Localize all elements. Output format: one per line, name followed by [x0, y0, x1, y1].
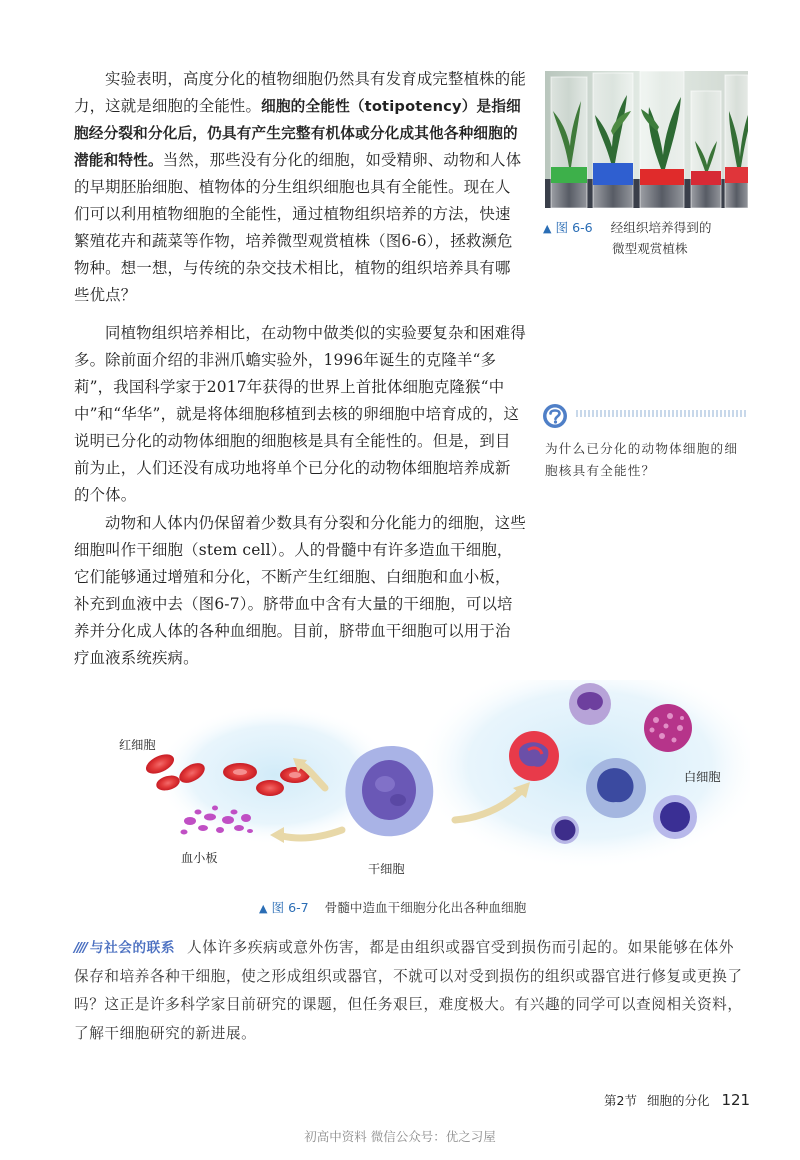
section-number: 第2节 [604, 1093, 637, 1108]
figure-6-6-caption [543, 218, 711, 259]
paragraph-totipotency [74, 66, 526, 309]
caption-line: 经组织培养得到的 [610, 220, 712, 235]
label-red-cell: 红细胞 [119, 738, 156, 752]
text-segment: 动物和人体内仍保留着少数具有分裂和分化能力的细胞，这些细胞叫作干细胞（stem cell）。人的骨髓中有许多造血干细胞，它们能够通过增殖和分化，不断产生红细胞、白细胞和血小板，补充到血液中去（图6-7）。脐带血中含有大量的干细胞，可以培养并分化成人体的各种血细胞。目前，脐带血干细胞可以用于治疗血液系统疾病。 [74, 514, 526, 667]
stem-cell [345, 746, 433, 836]
watermark: 初高中资料 微信公众号：优之习屋 [304, 1129, 496, 1144]
page-number: 121 [721, 1091, 751, 1109]
figure-number: 图 6-7 [271, 900, 309, 915]
caption-text: 骨髓中造血干细胞分化出各种血细胞 [324, 900, 527, 915]
text-segment: 实验表明，高度分化的植物细胞仍然具有发育成完整植株的能力，这就是细胞的全能性。 [74, 70, 526, 115]
slashes-icon: //// [74, 940, 86, 956]
society-text: 人体许多疾病或意外伤害，都是由组织或器官受到损伤而引起的。如果能够在体外保存和培养各种干细胞，使之形成组织或器官，不就可以对受到损伤的组织或器官进行修复或更换了吗？这正是许多科学家目前研究的课题，但任务艰巨，难度极大。有兴趣的同学可以查阅相关资料，了解干细胞研究的新进展。 [74, 939, 743, 1042]
label-platelet: 血小板 [181, 851, 218, 865]
caption-line: 微型观赏植株 [612, 241, 688, 256]
figure-6-7-caption [259, 898, 526, 919]
question-icon [542, 403, 568, 429]
text-segment: 当然，那些没有分化的细胞，如受精卵、动物和人体的早期胚胎细胞、植物体的分生组织细胞也具有全能性。现在人们可以利用植物细胞的全能性，通过植物组织培养的方法，快速繁殖花卉和蔬菜等作物，培养微型观赏植株（图6-6），拯救濒危物种。想一想，与传统的杂交技术相比，植物的组织培养具有哪些优点？ [74, 151, 522, 304]
section-title: 细胞的分化 [646, 1093, 710, 1108]
paragraph-stem-cell [74, 510, 526, 672]
bold-definition: 细胞的全能性（totipotency）是指细胞经分裂和分化后，仍具有产生完整有机体或分化成其他各种细胞的潜能和特性。 [74, 98, 521, 169]
label-white-cell: 白细胞 [684, 770, 721, 784]
decorative-bar [576, 410, 746, 417]
society-connection [74, 934, 746, 1048]
figure-number: 图 6-6 [555, 220, 593, 235]
triangle-marker-icon: ▲ [259, 902, 268, 915]
text-segment: 同植物组织培养相比，在动物中做类似的实验要复杂和困难得多。除前面介绍的非洲爪蟾实验外，1996年诞生的克隆羊“多莉”，我国科学家于2017年获得的世界上首批体细胞克隆猴“中中”和“华华”，就是将体细胞移植到去核的卵细胞中培育成的，这说明已分化的动物体细胞的细胞核是具有全能性的。但是，到目前为止，人们还没有成功地将单个已分化的动物体细胞培养成新的个体。 [74, 324, 526, 504]
plant-culture-photo [545, 71, 748, 208]
society-tag [74, 940, 175, 956]
label-stem-cell: 干细胞 [368, 862, 405, 876]
page-footer [604, 1091, 750, 1109]
paragraph-animal-cloning [74, 320, 526, 509]
question-text: 为什么已分化的动物体细胞的细胞核具有全能性？ [545, 441, 739, 478]
society-tag-label: 与社会的联系 [89, 940, 176, 956]
triangle-marker-icon: ▲ [543, 222, 552, 235]
